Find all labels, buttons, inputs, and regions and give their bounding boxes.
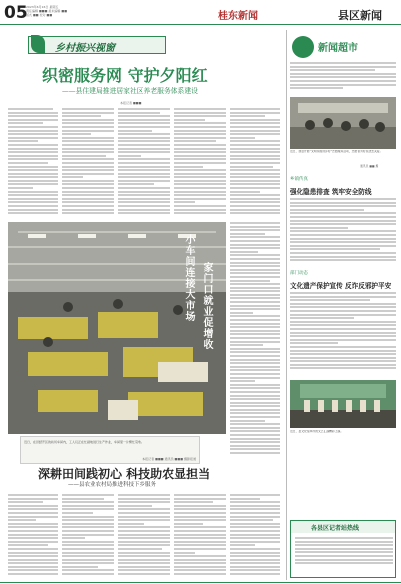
hotline-list (295, 537, 393, 575)
leaf-icon (31, 35, 45, 53)
lead-tag-banner (28, 36, 166, 54)
footer-rule (0, 582, 401, 583)
lead-body-col-1 (8, 108, 58, 218)
bottom-subheadline: ——县农业农村局推进科技下乡服务 (68, 482, 157, 488)
hotline-title: 各县区记者站热线 (311, 525, 360, 532)
lead-subheadline: ——县住建局推进居家社区养老服务体系建设 (62, 87, 198, 95)
stage-photo-illustration (290, 380, 396, 428)
page-header (0, 0, 401, 28)
vertical-title-2: 家门口就业促增收 (201, 262, 212, 350)
column-icon (292, 36, 314, 58)
sidebar-photo-caption: 近日，我县开展“文明实践进乡村”志愿服务活动，志愿者为村民送去关爱。 (290, 150, 383, 153)
page-number: 05 (4, 3, 28, 23)
header-meta (26, 5, 86, 17)
story2-headline: 文化遗产保护宣传 反诈反邪护平安 (290, 282, 392, 290)
stage-photo (290, 380, 396, 428)
meta-line: 责任编辑 ■■■ 美术编辑 ■■ (26, 9, 68, 13)
sidebar-photo (290, 97, 396, 149)
bottom-body-col-4 (174, 494, 226, 580)
photo-caption: 近日，在县经开区的扶贫车间内，工人们正在忙碌地进行生产作业，车间里一片繁忙景象。 (24, 440, 145, 444)
stage-photo-caption: 近日，县文化馆举办的文艺汇演精彩上演。 (290, 430, 344, 433)
sidebar-divider (286, 30, 287, 580)
lead-byline: 本报记者 ■■■ (120, 101, 142, 105)
bottom-body-col-2 (62, 494, 114, 580)
story1-body (290, 198, 396, 266)
lead-body-col-4 (174, 108, 226, 218)
vertical-title-1: 小车间连接大市场 (183, 234, 194, 322)
story2-kicker: 部门动态 (290, 271, 308, 276)
lead-body-col-6 (230, 222, 280, 462)
column-name: 新闻超市 (318, 43, 358, 54)
section-title: 县区新闻 (338, 9, 382, 22)
sidebar-column-banner (290, 36, 396, 58)
story1-kicker: 乡镇传真 (290, 177, 308, 182)
story2-body (290, 292, 396, 376)
header-rule (0, 24, 401, 25)
lead-headline: 织密服务网 守护夕阳红 (42, 66, 208, 85)
photo-credit: 本报记者 ■■■ 通讯员 ■■■ 摄影报道 (142, 457, 196, 461)
meta-line: 版式 ■■ 校对 ■■ (26, 13, 53, 17)
lead-body-col-2 (62, 108, 114, 218)
factory-photo (8, 222, 226, 434)
lead-tag-label: 乡村振兴视窗 (55, 43, 115, 54)
meta-line: 2023年6月16日 星期五 (26, 5, 59, 9)
lead-body-col-3 (118, 108, 170, 218)
sidebar-intro-text (290, 62, 396, 96)
bottom-headline: 深耕田间践初心 科技助农显担当 (38, 467, 211, 481)
story1-headline: 强化隐患排查 筑牢安全防线 (290, 188, 372, 196)
paper-title: 桂东新闻 (218, 11, 258, 22)
bottom-body-col-3 (118, 494, 170, 580)
hotline-box (290, 520, 396, 578)
bottom-body-col-1 (8, 494, 58, 580)
village-photo-illustration (290, 97, 396, 149)
bottom-body-col-5 (230, 494, 280, 580)
lead-body-col-5 (230, 108, 280, 218)
sidebar-photo-credit: 通讯员 ■■ 摄 (360, 164, 379, 168)
photo-caption-box (20, 436, 200, 464)
